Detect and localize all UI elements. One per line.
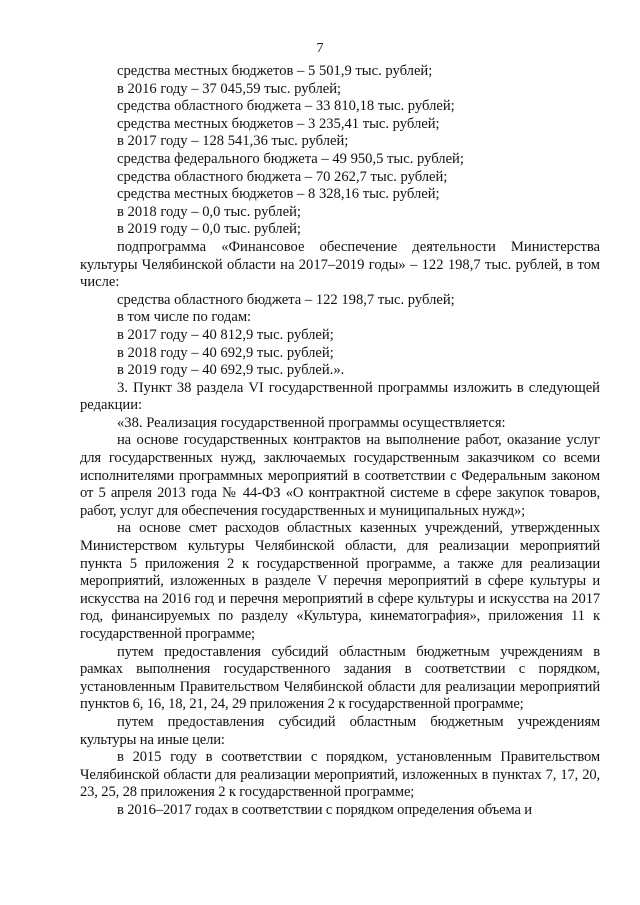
text-line: в 2018 году – 0,0 тыс. рублей; bbox=[117, 203, 301, 220]
text-line: в 2016 году – 37 045,59 тыс. рублей; bbox=[117, 80, 342, 97]
text-line: средства областного бюджета – 70 262,7 тыс. рублей; bbox=[117, 168, 448, 185]
document-body bbox=[80, 63, 600, 820]
text-line: средства местных бюджетов – 8 328,16 тыс. рублей; bbox=[117, 186, 440, 203]
text-line: средства местных бюджетов – 5 501,9 тыс. рублей; bbox=[117, 63, 433, 79]
subsidies-other-paragraph: путем предоставления субсидий областным бюджетным учреждениям культуры на иные цели: bbox=[80, 713, 600, 748]
text-line: в 2019 году – 0,0 тыс. рублей; bbox=[117, 221, 301, 238]
text-line: средства областного бюджета – 33 810,18 тыс. рублей; bbox=[117, 98, 455, 115]
text-line: в том числе по годам: bbox=[117, 309, 252, 326]
text-line: в 2017 году – 40 812,9 тыс. рублей; bbox=[117, 326, 334, 343]
year-2015-paragraph: в 2015 году в соответствии с порядком, установленным Правительством Челябинской области для реализации мероприятий, изложенных в пунктах 7, 17, 20, 23, 25, 28 приложения 2 к государственной программе; bbox=[80, 749, 600, 801]
subprogram-paragraph: подпрограмма «Финансовое обеспечение деятельности Министерства культуры Челябинской области на 2017–2019 годы» – 122 198,7 тыс. рублей, в том числе: bbox=[80, 238, 600, 291]
item-3-paragraph: 3. Пункт 38 раздела VI государственной программы изложить в следующей редакции: bbox=[80, 379, 600, 414]
contracts-paragraph: на основе государственных контрактов на выполнение работ, оказание услуг для государственных нужд, заключаемых государственным заказчиком со всеми исполнителями программных мероприятий в соответствии с Федеральным законом от 5 апреля 2013 года № 44-ФЗ «О контрактной системе в сфере закупок товаров, работ, услуг для обеспечения государственных и муниципальных нужд»; bbox=[80, 432, 600, 519]
text-line: в 2019 году – 40 692,9 тыс. рублей.». bbox=[117, 362, 345, 379]
text-line: средства федерального бюджета – 49 950,5 тыс. рублей; bbox=[117, 150, 464, 167]
estimates-paragraph: на основе смет расходов областных казенных учреждений, утвержденных Министерством культуры Челябинской области, для реализации мероприятий пункта 5 приложения 2 к государственной программе, а также для реализации мероприятий, изложенных в разделе V перечня мероприятий в сфере культуры и искусства на 2016 год и перечня мероприятий в сфере культуры и искусства на 2017 год, финансируемых по разделу «Культура, кинематография», приложения 11 к государственной программе; bbox=[80, 520, 600, 642]
text-line: средства местных бюджетов – 3 235,41 тыс. рублей; bbox=[117, 115, 440, 132]
text-line: средства областного бюджета – 122 198,7 тыс. рублей; bbox=[117, 291, 455, 308]
subsidies-task-paragraph: путем предоставления субсидий областным бюджетным учреждениям в рамках выполнения государственного задания в соответствии с порядком, установленным Правительством Челябинской области для реализации мероприятий пунктов 6, 16, 18, 21, 24, 29 приложения 2 к государственной программе; bbox=[80, 643, 600, 713]
page-number: 7 bbox=[316, 41, 324, 56]
text-line: в 2017 году – 128 541,36 тыс. рублей; bbox=[117, 133, 349, 150]
item-38-heading: «38. Реализация государственной программы осуществляется: bbox=[117, 414, 506, 431]
text-line: в 2018 году – 40 692,9 тыс. рублей; bbox=[117, 344, 334, 361]
year-2016-paragraph: в 2016–2017 годах в соответствии с порядком определения объема и bbox=[117, 801, 532, 818]
